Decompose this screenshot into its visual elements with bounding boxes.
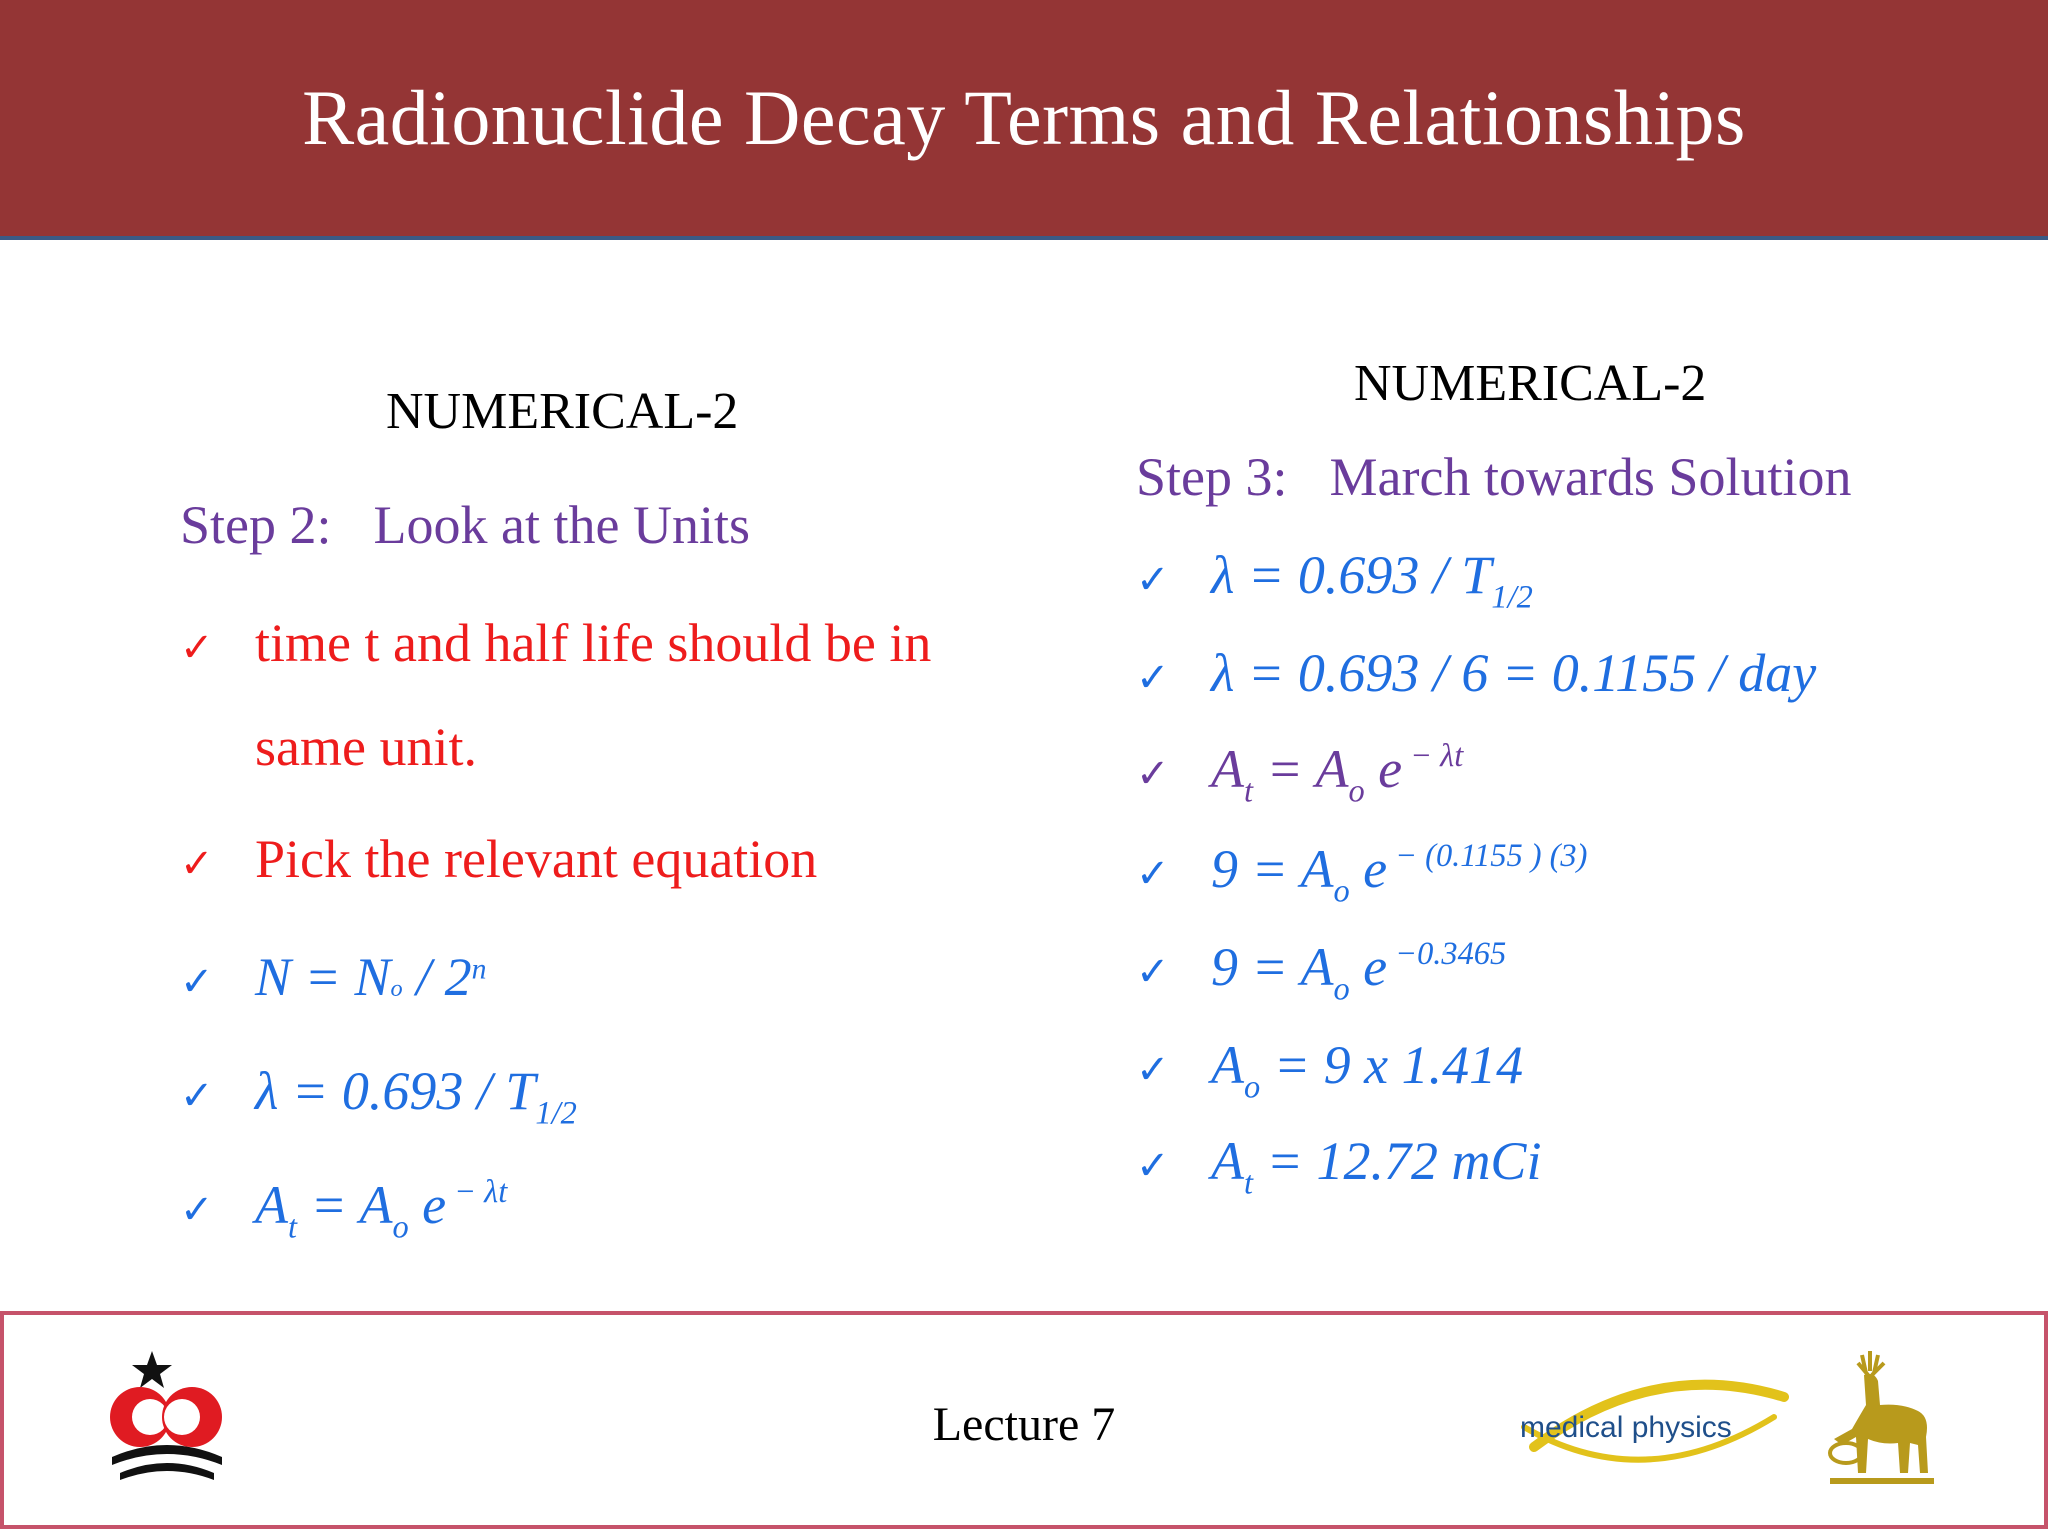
eq-subscript: o xyxy=(390,975,403,1003)
check-icon: ✓ xyxy=(1136,1047,1170,1093)
right-equation-1 xyxy=(1136,544,1533,617)
right-equation-7 xyxy=(1136,1130,1541,1203)
medical-physics-logo xyxy=(1504,1367,1804,1482)
eq-subscript: t xyxy=(1244,773,1253,810)
check-icon: ✓ xyxy=(1136,949,1170,996)
eq-part: 9 = A xyxy=(1211,839,1334,900)
left-equation-3 xyxy=(180,1174,507,1247)
equation-n-decay xyxy=(255,946,487,1008)
left-bullet-1-continuation xyxy=(255,716,477,778)
left-bullet-1-line-1: time t and half life should be in xyxy=(255,613,932,673)
slide-title: Radionuclide Decay Terms and Relationships xyxy=(302,74,1746,161)
eq-part: λ = 0.693 / T xyxy=(255,1061,536,1121)
eq-part: 9 = A xyxy=(1211,937,1334,998)
equation-substitution xyxy=(1211,838,1587,911)
left-bullet-1 xyxy=(180,612,931,674)
equation-activity xyxy=(1211,738,1463,811)
check-icon: ✓ xyxy=(1136,751,1170,798)
eq-part: e xyxy=(408,1175,447,1236)
eq-subscript: o xyxy=(392,1209,409,1246)
deer-emblem xyxy=(1822,1345,1942,1500)
check-icon: ✓ xyxy=(1136,557,1170,603)
eq-superscript: n xyxy=(471,953,487,986)
eq-part: / 2 xyxy=(402,947,472,1007)
eq-part: = 12.72 mCi xyxy=(1253,1131,1542,1191)
check-icon: ✓ xyxy=(1136,851,1170,898)
medical-physics-logo-text: medical physics xyxy=(1520,1411,1732,1444)
eq-subscript: 1/2 xyxy=(1491,579,1533,616)
equation-initial-activity xyxy=(1211,1034,1523,1107)
equation-activity xyxy=(255,1174,507,1247)
right-column-title: NUMERICAL-2 xyxy=(1354,355,1707,412)
lecture-label: Lecture 7 xyxy=(932,1398,1116,1451)
eq-superscript: − λt xyxy=(446,1174,508,1210)
right-equation-3 xyxy=(1136,738,1463,811)
left-step-text: Look at the Units xyxy=(373,495,750,555)
check-icon: ✓ xyxy=(1136,655,1170,701)
equation-lambda xyxy=(255,1060,577,1133)
eq-part: N xyxy=(354,947,391,1007)
check-icon: ✓ xyxy=(180,959,214,1005)
check-icon: ✓ xyxy=(180,841,214,887)
left-bullet-1-line-2: same unit. xyxy=(255,717,477,777)
left-bullet-2-text: Pick the relevant equation xyxy=(255,829,818,889)
eq-superscript: − (0.1155 ) (3) xyxy=(1387,838,1588,874)
left-bullet-2 xyxy=(180,828,817,890)
eq-superscript: −0.3465 xyxy=(1387,936,1507,972)
check-icon: ✓ xyxy=(180,1187,214,1234)
eq-part: = A xyxy=(297,1175,393,1236)
slide-footer xyxy=(0,1311,2048,1529)
eq-part: A xyxy=(255,1175,288,1236)
eq-part: N = xyxy=(255,947,355,1007)
right-step-text: March towards Solution xyxy=(1329,447,1852,507)
equation-lambda-value: λ = 0.693 / 6 = 0.1155 / day xyxy=(1211,643,1817,703)
slide-header xyxy=(0,0,2048,240)
left-step-heading xyxy=(180,494,750,556)
eq-superscript: − λt xyxy=(1402,738,1464,774)
equation-exponent xyxy=(1211,936,1506,1009)
eq-subscript: 1/2 xyxy=(535,1095,577,1132)
left-step-label: Step 2: xyxy=(180,495,332,555)
eq-subscript: o xyxy=(1348,773,1365,810)
right-equation-4 xyxy=(1136,838,1587,911)
right-equation-5 xyxy=(1136,936,1506,1009)
eq-part: e xyxy=(1364,739,1403,800)
left-equation-1 xyxy=(180,946,487,1008)
equation-result xyxy=(1211,1130,1541,1203)
right-equation-6 xyxy=(1136,1034,1523,1107)
check-icon: ✓ xyxy=(180,1073,214,1119)
eq-subscript: t xyxy=(288,1209,297,1246)
eq-part: e xyxy=(1349,839,1388,900)
right-equation-2 xyxy=(1136,642,1816,704)
eq-part: = 9 x 1.414 xyxy=(1260,1035,1524,1095)
eq-part: λ = 0.693 / T xyxy=(1211,545,1492,605)
right-step-heading xyxy=(1136,446,1851,508)
deer-icon xyxy=(1822,1345,1942,1495)
eq-part: A xyxy=(1211,1131,1244,1191)
eq-subscript: t xyxy=(1244,1165,1253,1202)
eq-subscript: o xyxy=(1333,873,1350,910)
eq-part: = A xyxy=(1253,739,1349,800)
eq-subscript: o xyxy=(1244,1069,1261,1106)
check-icon: ✓ xyxy=(180,625,214,671)
left-column-title: NUMERICAL-2 xyxy=(386,383,739,440)
eq-part: A xyxy=(1211,739,1244,800)
check-icon: ✓ xyxy=(1136,1143,1170,1189)
eq-part: e xyxy=(1349,937,1388,998)
eq-subscript: o xyxy=(1333,971,1350,1008)
left-equation-2 xyxy=(180,1060,577,1133)
right-step-label: Step 3: xyxy=(1136,447,1288,507)
eq-part: A xyxy=(1211,1035,1244,1095)
equation-lambda xyxy=(1211,544,1533,617)
